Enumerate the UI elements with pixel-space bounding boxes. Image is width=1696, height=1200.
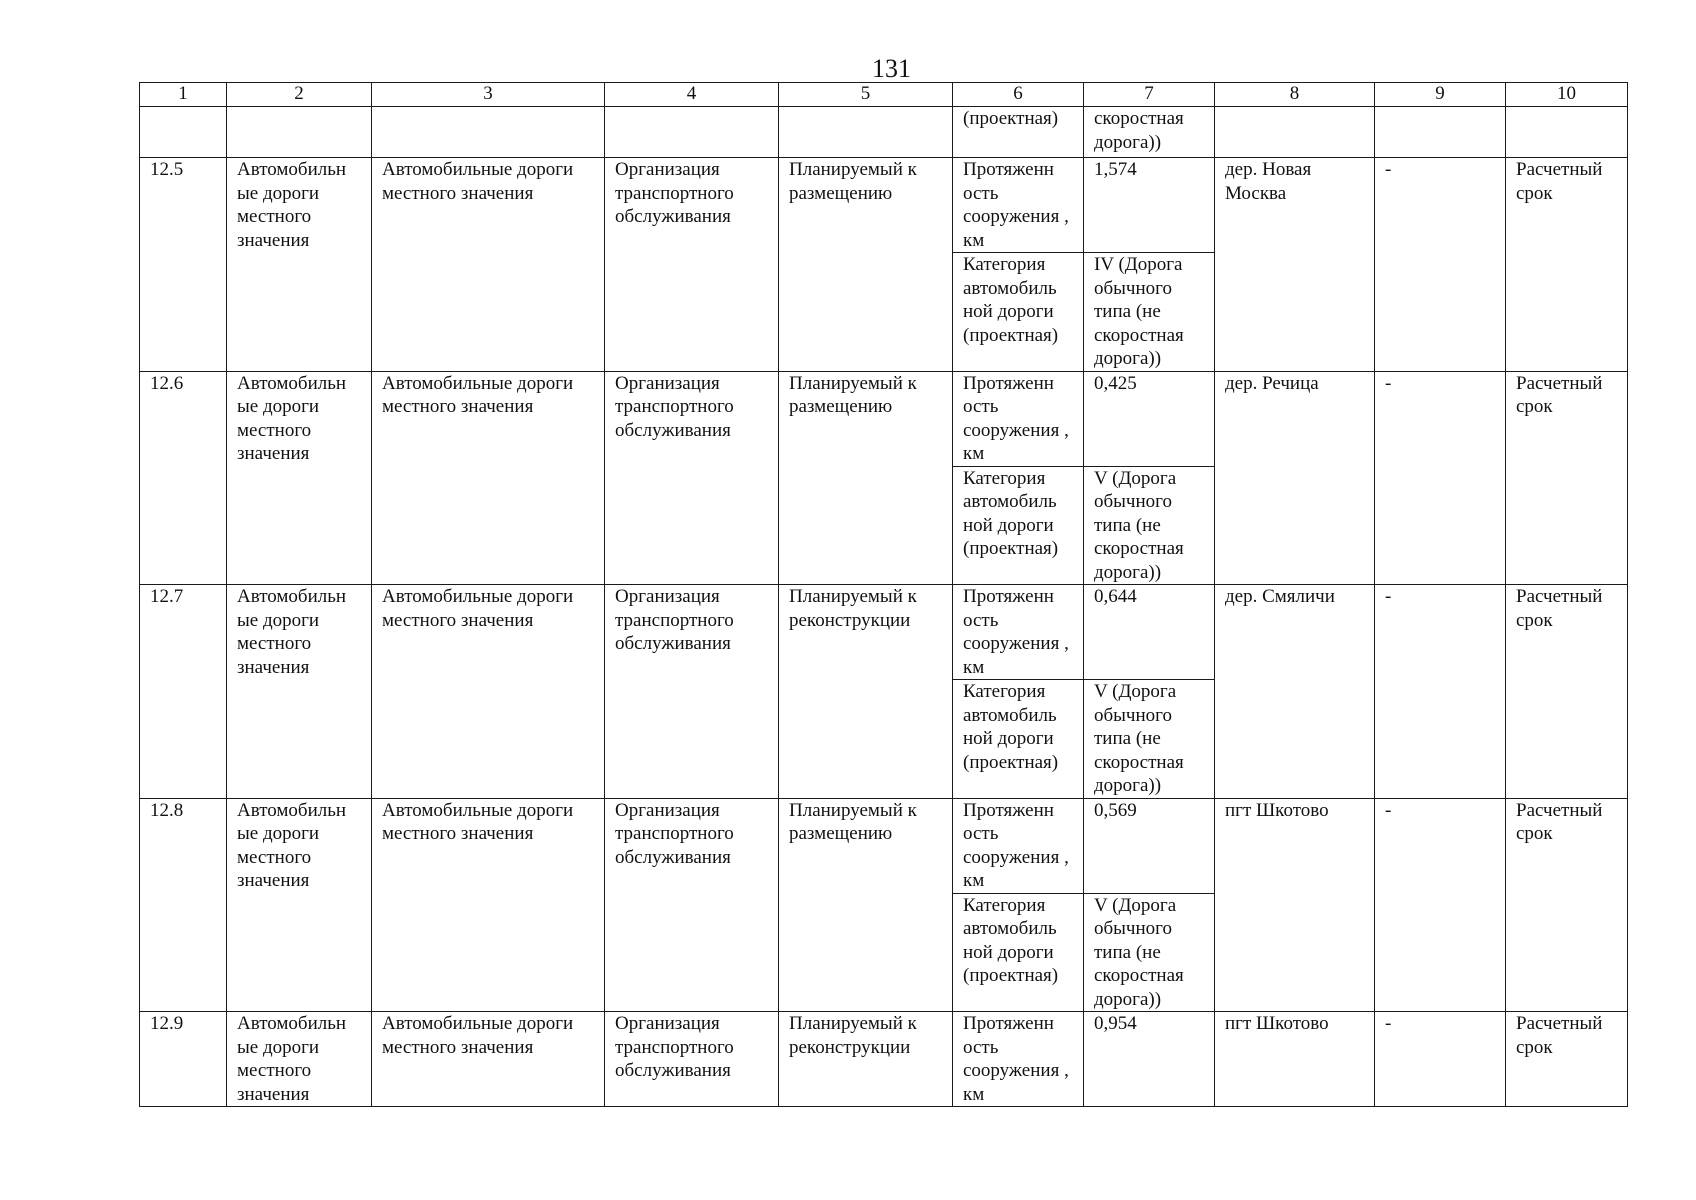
parameter-name: Категория автомобиль ной дороги (проектная) xyxy=(953,893,1084,1012)
table-cell xyxy=(1506,107,1628,158)
object-purpose: Организация транспортного обслуживания xyxy=(605,158,779,372)
page-number: 131 xyxy=(872,54,911,83)
object-status: Планируемый к размещению xyxy=(779,798,953,1012)
parameter-value: V (Дорога обычного типа (не скоростная дорога)) xyxy=(1084,466,1215,585)
location: дер. Смяличи xyxy=(1215,585,1375,799)
continuation-row xyxy=(140,107,1628,158)
object-purpose: Организация транспортного обслуживания xyxy=(605,371,779,585)
object-status: Планируемый к размещению xyxy=(779,158,953,372)
parameter-value: V (Дорога обычного типа (не скоростная дорога)) xyxy=(1084,680,1215,799)
parameter-name: Категория автомобиль ной дороги (проектная) xyxy=(953,253,1084,372)
location: дер. Новая Москва xyxy=(1215,158,1375,372)
object-name: Автомобильные дороги местного значения xyxy=(372,371,605,585)
object-type: Автомобильн ые дороги местного значения xyxy=(227,158,372,372)
parameter-cell: (проектная) xyxy=(953,107,1084,158)
location: пгт Шкотово xyxy=(1215,1012,1375,1107)
object-purpose: Организация транспортного обслуживания xyxy=(605,1012,779,1107)
parameter-name: Категория автомобиль ной дороги (проектная) xyxy=(953,466,1084,585)
table-row xyxy=(140,371,1628,466)
object-type: Автомобильн ые дороги местного значения xyxy=(227,585,372,799)
parameter-value: 0,425 xyxy=(1084,371,1215,466)
parameter-name: Протяженн ость сооружения , км xyxy=(953,158,1084,253)
column-number-header-row xyxy=(140,83,1628,107)
object-type: Автомобильн ые дороги местного значения xyxy=(227,1012,372,1107)
implementation-term: Расчетный срок xyxy=(1506,798,1628,1012)
parameter-value: V (Дорога обычного типа (не скоростная дорога)) xyxy=(1084,893,1215,1012)
location: дер. Речица xyxy=(1215,371,1375,585)
column-header: 5 xyxy=(779,83,953,107)
table-cell xyxy=(605,107,779,158)
object-type: Автомобильн ые дороги местного значения xyxy=(227,798,372,1012)
parameter-value: 0,569 xyxy=(1084,798,1215,893)
table-cell xyxy=(227,107,372,158)
table-row xyxy=(140,585,1628,680)
zone: - xyxy=(1375,158,1506,372)
parameter-name: Протяженн ость сооружения , км xyxy=(953,798,1084,893)
implementation-term: Расчетный срок xyxy=(1506,1012,1628,1107)
object-name: Автомобильные дороги местного значения xyxy=(372,798,605,1012)
table-cell xyxy=(1375,107,1506,158)
row-number: 12.8 xyxy=(140,798,227,1012)
table-cell xyxy=(779,107,953,158)
parameter-value: IV (Дорога обычного типа (не скоростная дорога)) xyxy=(1084,253,1215,372)
column-header: 10 xyxy=(1506,83,1628,107)
row-number: 12.6 xyxy=(140,371,227,585)
implementation-term: Расчетный срок xyxy=(1506,585,1628,799)
column-header: 1 xyxy=(140,83,227,107)
parameter-name: Протяженн ость сооружения , км xyxy=(953,585,1084,680)
row-number: 12.7 xyxy=(140,585,227,799)
object-name: Автомобильные дороги местного значения xyxy=(372,1012,605,1107)
table-cell xyxy=(140,107,227,158)
column-header: 7 xyxy=(1084,83,1215,107)
object-status: Планируемый к реконструкции xyxy=(779,585,953,799)
zone: - xyxy=(1375,798,1506,1012)
implementation-term: Расчетный срок xyxy=(1506,371,1628,585)
object-type: Автомобильн ые дороги местного значения xyxy=(227,371,372,585)
object-status: Планируемый к реконструкции xyxy=(779,1012,953,1107)
table-row xyxy=(140,798,1628,893)
row-number: 12.5 xyxy=(140,158,227,372)
parameter-name: Протяженн ость сооружения , км xyxy=(953,371,1084,466)
object-purpose: Организация транспортного обслуживания xyxy=(605,798,779,1012)
object-name: Автомобильные дороги местного значения xyxy=(372,585,605,799)
table-row xyxy=(140,158,1628,253)
parameter-name: Протяженн ость сооружения , км xyxy=(953,1012,1084,1107)
column-header: 2 xyxy=(227,83,372,107)
parameter-value: 0,954 xyxy=(1084,1012,1215,1107)
parameter-name: Категория автомобиль ной дороги (проектная) xyxy=(953,680,1084,799)
column-header: 9 xyxy=(1375,83,1506,107)
column-header: 4 xyxy=(605,83,779,107)
object-name: Автомобильные дороги местного значения xyxy=(372,158,605,372)
row-number: 12.9 xyxy=(140,1012,227,1107)
column-header: 3 xyxy=(372,83,605,107)
implementation-term: Расчетный срок xyxy=(1506,158,1628,372)
zone: - xyxy=(1375,585,1506,799)
column-header: 6 xyxy=(953,83,1084,107)
object-status: Планируемый к размещению xyxy=(779,371,953,585)
column-header: 8 xyxy=(1215,83,1375,107)
parameter-value: 0,644 xyxy=(1084,585,1215,680)
table-cell xyxy=(1215,107,1375,158)
planning-table xyxy=(139,82,1628,1107)
zone: - xyxy=(1375,371,1506,585)
object-purpose: Организация транспортного обслуживания xyxy=(605,585,779,799)
table-cell xyxy=(372,107,605,158)
parameter-value: 1,574 xyxy=(1084,158,1215,253)
location: пгт Шкотово xyxy=(1215,798,1375,1012)
value-cell: скоростная дорога)) xyxy=(1084,107,1215,158)
table-row xyxy=(140,1012,1628,1107)
zone: - xyxy=(1375,1012,1506,1107)
